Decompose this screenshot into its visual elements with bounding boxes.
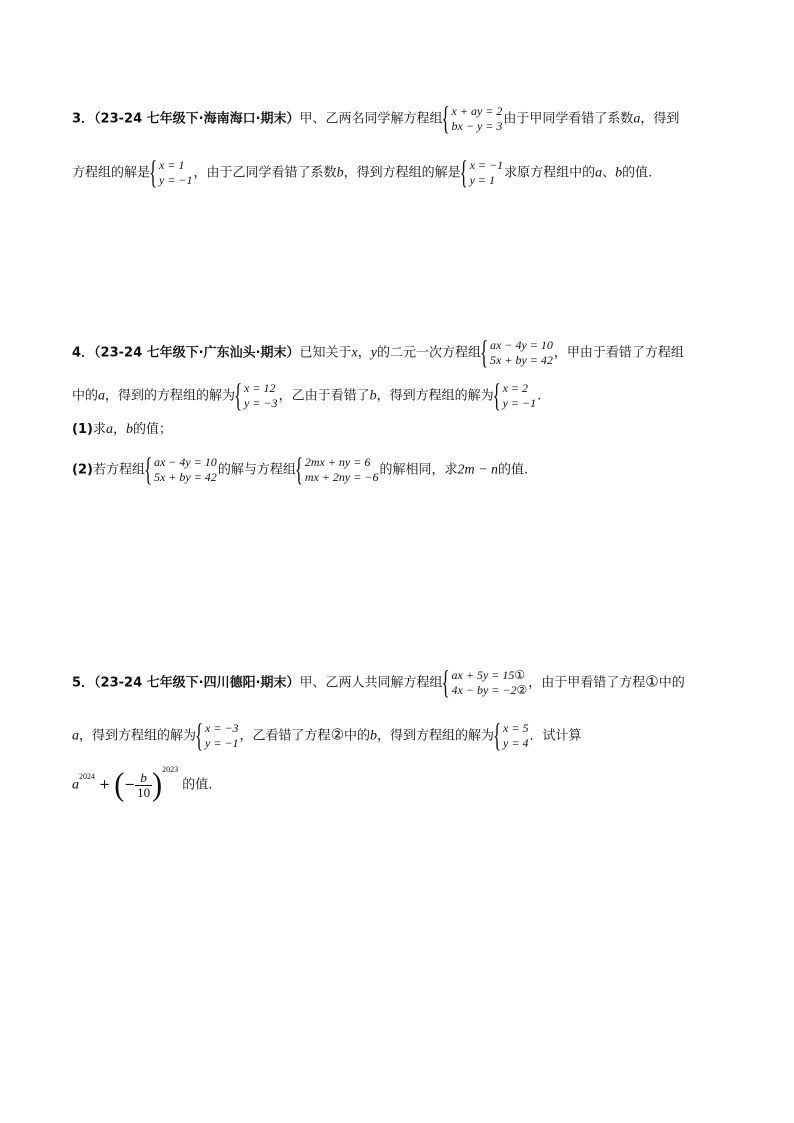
q4-sol1-x: { x = 12 — [244, 381, 276, 395]
q5-number: 5． — [72, 675, 95, 691]
q5-plus: + — [99, 777, 111, 793]
q5-var-a: a — [72, 777, 79, 793]
q5-minus: − — [124, 777, 136, 793]
q4-text: 已知关于 — [299, 345, 352, 361]
q4-text: 的值. — [498, 462, 529, 478]
q5-sol1-y: y = −1 — [205, 736, 239, 750]
q5-text: ．试计算 — [529, 728, 582, 744]
q3-text: 甲、乙两名同学解方程组 — [299, 111, 443, 127]
q4-sol2-x: { x = 2 — [502, 381, 529, 395]
q5-fraction-denominator: 10 — [137, 784, 151, 800]
q3-text: 方程组的解是 — [72, 165, 151, 181]
q5-eq-1-text: ax + 5y = 15 — [451, 668, 515, 682]
q4-text: 若方程组 — [92, 462, 145, 478]
q4-part-2 — [72, 455, 528, 485]
q3-system-solution-2 — [462, 158, 504, 188]
q4-text: ， — [357, 345, 371, 361]
q3-sol1-x: { x = 1 — [159, 158, 185, 172]
q3-sol1-y: y = −1 — [159, 173, 193, 187]
q3-text: 、 — [602, 165, 616, 181]
q5-exponent-1: 2024 — [79, 772, 95, 781]
q4-var-b: b — [125, 422, 133, 437]
q3-text: 的值. — [622, 165, 653, 181]
q4-line-1 — [72, 338, 684, 368]
q4-part-2-label: (2) — [72, 462, 93, 478]
q5-exponent-2: 2023 — [162, 765, 179, 774]
q3-var-a: a — [633, 111, 641, 127]
q4-p2-eq-1: { ax − 4y = 10 — [153, 455, 217, 469]
q5-system-solution-1 — [197, 721, 239, 751]
q4-p2-eq-2: 5x + by = 42 — [153, 470, 217, 484]
q4-var-x: x — [351, 345, 358, 361]
q4-text: 的解相同，求 — [379, 462, 458, 478]
q4-p2-eq-3: { 2mx + ny = 6 — [304, 455, 371, 469]
q3-text: ，由于乙同学看错了系数 — [193, 165, 337, 181]
q4-source: （23-24 七年级下·广东汕头·期末） — [94, 345, 300, 361]
q4-part2-system-1 — [146, 455, 217, 485]
q4-system-solution-1 — [236, 381, 278, 411]
q5-var-b: b — [370, 728, 378, 744]
q4-text: ，乙由于看错了 — [278, 388, 370, 404]
q4-part-1-label: (1) — [72, 422, 93, 437]
q5-mark: ① — [645, 672, 659, 691]
q5-text: 甲、乙两人共同解方程组 — [299, 675, 443, 691]
q5-text: ，由于甲看错了方程 — [528, 675, 646, 691]
q4-system-original — [482, 338, 553, 368]
q4-text: ，得到方程组的解为 — [376, 388, 494, 404]
q3-text: ，得到方程组的解是 — [343, 165, 461, 181]
q5-left-paren: ( — [114, 766, 125, 803]
q5-fraction — [135, 771, 152, 800]
q5-text: 中的 — [344, 728, 371, 744]
q4-text: 中的 — [72, 388, 99, 404]
q4-var-b: b — [369, 388, 377, 404]
q5-sol2-x: { x = 5 — [503, 721, 529, 735]
q4-expression: 2m − n — [457, 462, 499, 478]
q4-number: 4． — [72, 345, 95, 361]
q3-text: 求原方程组中的 — [504, 165, 596, 181]
q3-source: （23-24 七年级下·海南海口·期末） — [94, 111, 300, 127]
q5-system-solution-2 — [495, 721, 528, 751]
q5-sol1-x: { x = −3 — [205, 721, 239, 735]
q3-line-2 — [72, 158, 652, 188]
q5-eq-2-mark: ② — [516, 683, 528, 697]
q5-sol2-y: y = 4 — [503, 736, 529, 750]
q4-text: 的二元一次方程组 — [377, 345, 482, 361]
q3-sol2-x: { x = −1 — [469, 158, 504, 172]
q5-eq-2-text: 4x − by = −2 — [451, 683, 517, 697]
q4-text: ， — [112, 422, 126, 437]
q4-sol2-y: y = −1 — [502, 396, 537, 410]
q4-var-a: a — [105, 422, 113, 437]
q5-text: ，得到方程组的解为 — [377, 728, 495, 744]
q4-text: ，甲由于看错了方程组 — [553, 345, 684, 361]
q4-text: 的值； — [132, 422, 172, 437]
q5-mark: ② — [330, 725, 345, 744]
q4-eq-2: 5x + by = 42 — [490, 353, 553, 367]
q4-p2-eq-4: mx + 2ny = −6 — [304, 470, 379, 484]
q5-fraction-numerator: b — [140, 769, 147, 785]
q5-text: 的值. — [182, 777, 213, 793]
q3-var-a: a — [595, 165, 603, 181]
q4-line-2 — [72, 381, 541, 411]
q5-text: 中的 — [658, 675, 685, 691]
q3-text: 由于甲同学看错了系数 — [503, 111, 634, 127]
q3-var-b: b — [615, 165, 623, 181]
q5-eq-2 — [452, 683, 528, 698]
q4-text: 的解与方程组 — [217, 462, 296, 478]
q5-text: ，乙看错了方程 — [239, 728, 331, 744]
q3-eq-1: { x + ay = 2 — [451, 104, 503, 118]
q4-text: 求 — [92, 422, 106, 437]
q3-eq-2: bx − y = 3 — [451, 119, 503, 133]
q5-system-original — [444, 668, 528, 698]
q4-text: ，得到的方程组的解为 — [105, 388, 236, 404]
q3-sol2-y: y = 1 — [469, 173, 496, 187]
q5-text: ，得到方程组的解为 — [79, 728, 197, 744]
q4-system-solution-2 — [495, 381, 537, 411]
q3-text: ，得到 — [640, 111, 680, 127]
q3-var-b: b — [336, 165, 344, 181]
q5-var-a: a — [72, 728, 79, 744]
q3-number: 3． — [72, 111, 95, 127]
q4-var-y: y — [370, 345, 377, 361]
q5-line-3 — [72, 765, 213, 803]
q5-source: （23-24 七年级下·四川德阳·期末） — [94, 675, 300, 691]
q4-text: . — [537, 388, 542, 404]
q5-line-2 — [72, 721, 582, 751]
q4-part-1 — [72, 420, 172, 440]
q5-line-1 — [72, 668, 685, 698]
q4-sol1-y: y = −3 — [244, 396, 278, 410]
q5-right-paren: ) — [152, 766, 163, 803]
q4-part2-system-2 — [297, 455, 379, 485]
q3-system-solution-1 — [151, 158, 193, 188]
q5-eq-1-mark: ① — [514, 668, 526, 682]
q3-line-1 — [72, 104, 679, 134]
q4-var-a: a — [98, 388, 106, 404]
q4-eq-1: { ax − 4y = 10 — [490, 338, 553, 352]
q5-eq-1 — [452, 668, 528, 683]
q3-system-original — [444, 104, 503, 134]
